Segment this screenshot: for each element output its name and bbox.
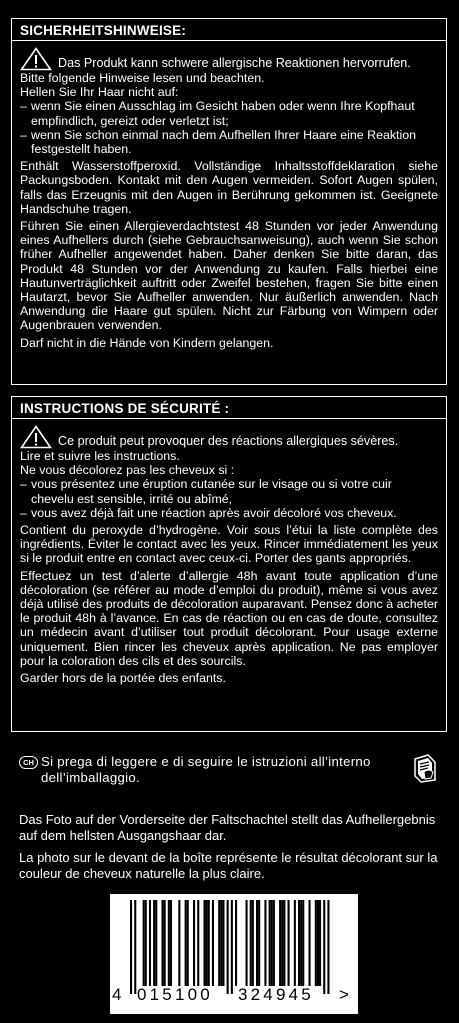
barcode-bar (134, 900, 136, 994)
barcode-bar (204, 900, 206, 986)
barcode-bar (252, 900, 254, 986)
barcode-left-digits: 015100 (137, 985, 213, 1004)
barcode-bar (227, 900, 229, 994)
barcode-bar (155, 900, 157, 986)
barcode-bar (309, 900, 311, 986)
warning-text: Das Produkt kann schwere allergische Reaktionen hervorrufen. (58, 55, 411, 70)
italian-notice-text: Si prega di leggere e di seguire le istruzioni all’interno dell’imballaggio. (41, 754, 371, 785)
barcode-lead-digit: 4 (112, 985, 122, 1004)
safety-panel-german (11, 18, 447, 385)
read-manual-icon (411, 752, 439, 784)
barcode-bar (197, 900, 199, 986)
paragraph: Hellen Sie Ihr Haar nicht auf: (20, 85, 179, 100)
barcode-bar (302, 900, 304, 986)
barcode-bar (212, 900, 214, 986)
list-item: – vous présentez une éruption cutanée sur le visage ou si votre cuir chevelu est sensible, irrité ou abîmé, (20, 477, 392, 506)
barcode-bar (168, 900, 170, 986)
barcode-bar (279, 900, 281, 986)
barcode-bar (162, 900, 164, 986)
barcode-bar (294, 900, 296, 986)
barcode-bar (130, 900, 132, 994)
barcode-right-digits: 324945 (238, 985, 314, 1004)
ch-country-badge: CH (19, 756, 38, 769)
barcode-bar (281, 900, 283, 986)
barcode-bar (193, 900, 195, 986)
barcode-bar (145, 900, 147, 986)
photo-note-french: La photo sur le devant de la boîte représente le résultat décolorant sur la couleur de cheveux naturelle la plus claire. (19, 850, 438, 881)
panel-title: INSTRUCTIONS DE SÉCURITÉ : (12, 397, 446, 419)
paragraph: Ne vous décolorez pas les cheveux si : (20, 463, 235, 478)
barcode-bar (283, 900, 285, 986)
barcode-bar (300, 900, 302, 986)
barcode-bar (153, 900, 155, 986)
barcode-bar (256, 900, 258, 986)
barcode-bar (220, 900, 222, 986)
paragraph: Enthält Wasserstoffperoxid. Vollständige Inhaltsstoffdeklaration siehe Packungsboden. Kontakt mit den Augen vermeiden. Sofort Augen spülen, falls das Erzeugnis mit den Augen in Berührung gekommen ist. Geeignete Handschuhe tragen. (20, 159, 438, 216)
warning-text: Ce produit peut provoquer des réactions allergiques sévères. (58, 433, 399, 448)
barcode-bar (185, 900, 187, 986)
barcode-bar (218, 900, 220, 986)
barcode-bar (208, 900, 210, 986)
barcode-bar (246, 900, 248, 986)
warning-triangle-icon (20, 425, 52, 449)
barcode-bar (149, 900, 151, 986)
barcode-bar (231, 900, 233, 994)
paragraph: Effectuez un test d’alerte d’allergie 48h avant toute application d’une décoloration (se référer au mode d’emploi du produit), même si vous avez déjà utilisé des produits de décoloration auparavant. Pensez donc à acheter le produit 48h à l’avance. En cas de réaction ou en cas de doute, consultez un médecin avant d’utiliser tout produit décolorant. Pour usage externe uniquement. Bien rincer les cheveux après application. Ne pas employer pour la coloration des cils et des sourcils. (20, 568, 438, 668)
barcode-bar (315, 900, 317, 986)
list-item: – wenn Sie einen Ausschlag im Gesicht haben oder wenn Ihre Kopfhaut empfindlich, gereizt oder verletzt ist; (20, 99, 415, 128)
swiss-notice (19, 752, 439, 792)
barcode-bar (264, 900, 266, 986)
barcode-bar (143, 900, 145, 986)
barcode-bar (298, 900, 300, 986)
list-item: – vous avez déjà fait une réaction après avoir décoloré vos cheveux. (20, 505, 397, 520)
barcode-bar (258, 900, 260, 986)
list-item: – wenn Sie schon einmal nach dem Aufhellen Ihrer Haare eine Reaktion festgestellt haben. (20, 127, 417, 157)
barcode-bar (327, 900, 329, 994)
barcode-bar (206, 900, 208, 986)
paragraph: Lire et suivre les instructions. (20, 449, 180, 463)
paragraph: Garder hors de la portée des enfants. (20, 671, 226, 686)
barcode-bar (273, 900, 275, 986)
ean-barcode (110, 894, 358, 1014)
barcode-bar (319, 900, 321, 986)
barcode-bar (178, 900, 180, 986)
barcode-bar (317, 900, 319, 986)
paragraph: Bitte folgende Hinweise lesen und beachten. (20, 71, 265, 85)
barcode-bar (288, 900, 290, 986)
paragraph: Contient du peroxyde d’hydrogène. Voir sous l’étui la liste complète des ingrédients. Éviter le contact avec les yeux. Rincer immédiatement les yeux si le produit entre en contact avec ceux-ci. Porter des gants appropriés. (20, 523, 438, 566)
paragraph: Darf nicht in die Hände von Kindern gelangen. (20, 335, 274, 350)
barcode-bar (269, 900, 271, 986)
panel-title: SICHERHEITSHINWEISE: (12, 19, 446, 41)
paragraph: Führen Sie einen Allergieverdachtstest 48 Stunden vor jeder Anwendung eines Aufhellers durch (siehe Gebrauchsanweisung), auch wenn Sie schon früher Aufheller angewendet haben. Daher denken Sie bitte daran, das Produkt 48 Stunden vor der Anwendung zu kaufen. Falls hierbei eine Hautunverträglichkeit auftritt oder Zweifel bestehen, fragen Sie bitte einen Hautarzt, bevor Sie Aufheller anwenden. Nur äußerlich anwenden. Nach Anwendung die Haare gut spülen. Nicht zur Färbung von Wimpern oder Augenbrauen verwenden. (20, 219, 438, 333)
safety-panel-french (11, 396, 447, 732)
barcode-arrow: > (339, 985, 349, 1004)
barcode-bar (250, 900, 252, 986)
barcode-bar (271, 900, 273, 986)
barcode-bar (323, 900, 325, 994)
barcode-bar (164, 900, 166, 986)
photo-note-german: Das Foto auf der Vorderseite der Faltschachtel stellt das Aufhellergebnis auf dem hellsten Ausgangshaar dar. (19, 812, 436, 843)
barcode-bar (187, 900, 189, 986)
barcode-bar (222, 900, 224, 986)
barcode-bar (170, 900, 172, 986)
warning-triangle-icon (20, 47, 52, 71)
barcode-bar (235, 900, 237, 986)
